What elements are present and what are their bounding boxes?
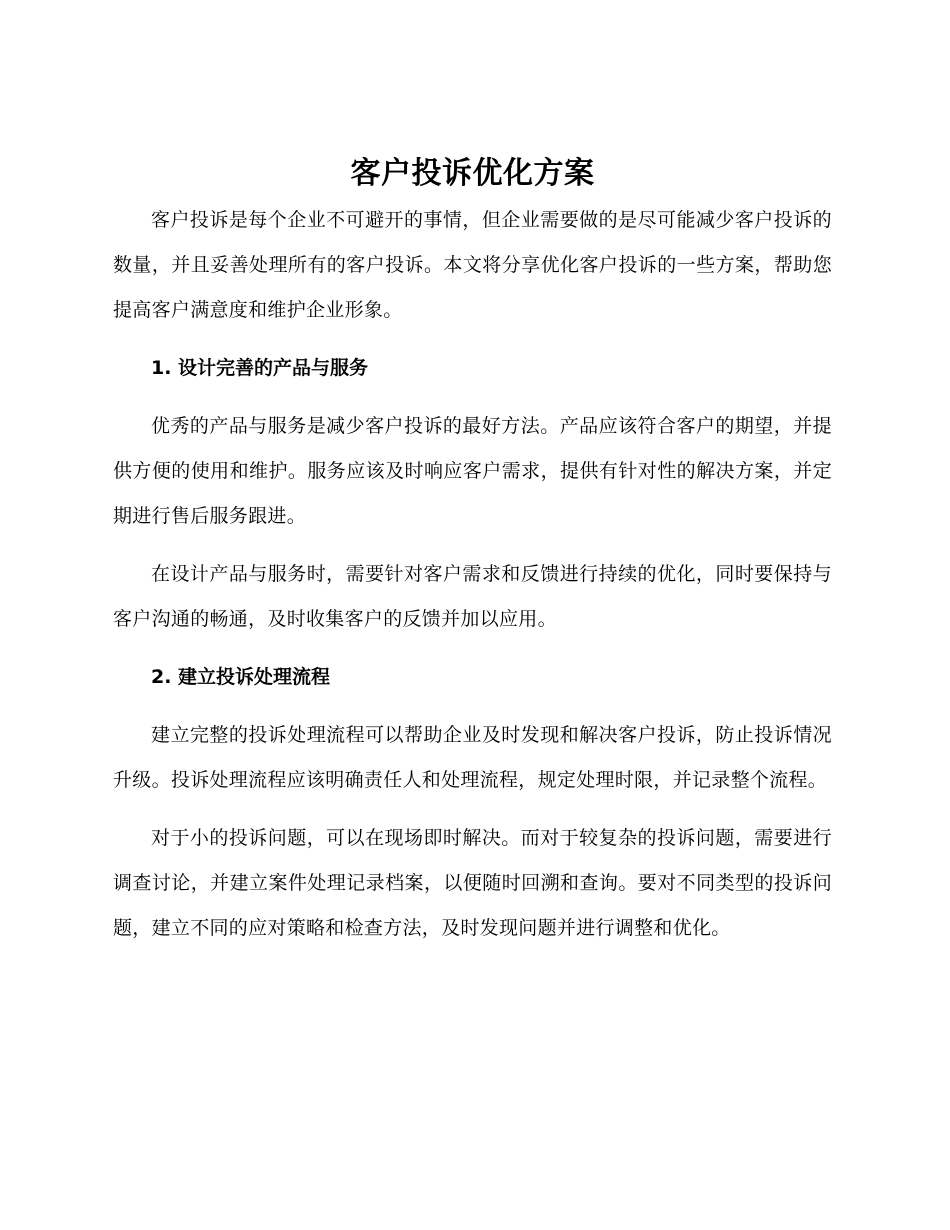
section-heading-product-service: 1. 设计完善的产品与服务 — [151, 357, 369, 379]
spacer — [113, 700, 832, 713]
spacer — [113, 539, 832, 552]
section-1-paragraph-1: 优秀的产品与服务是减少客户投诉的最好方法。产品应该符合客户的期望，并提供方便的使用和维护。服务应该及时响应客户需求，提供有针对性的解决方案，并定期进行售后服务跟进。 — [113, 415, 832, 527]
spacer — [113, 333, 832, 346]
document-title: 客户投诉优化方案 — [350, 156, 595, 191]
spacer — [113, 391, 832, 404]
intro-paragraph: 客户投诉是每个企业不可避开的事情，但企业需要做的是尽可能减少客户投诉的数量，并且妥善处理所有的客户投诉。本文将分享优化客户投诉的一些方案，帮助您提高客户满意度和维护企业形象。 — [113, 209, 832, 321]
section-1-paragraph-2: 在设计产品与服务时，需要针对客户需求和反馈进行持续的优化，同时要保持与客户沟通的畅通，及时收集客户的反馈并加以应用。 — [113, 563, 832, 630]
spacer — [113, 803, 832, 816]
section-2-paragraph-2: 对于小的投诉问题，可以在现场即时解决。而对于较复杂的投诉问题，需要进行调查讨论，并建立案件处理记录档案，以便随时回溯和查询。要对不同类型的投诉问题，建立不同的应对策略和检查方法，及时发现问题并进行调整和优化。 — [113, 827, 832, 939]
spacer — [113, 642, 832, 655]
section-heading-complaint-process: 2. 建立投诉处理流程 — [151, 666, 331, 688]
section-2-paragraph-1: 建立完整的投诉处理流程可以帮助企业及时发现和解决客户投诉，防止投诉情况升级。投诉处理流程应该明确责任人和处理流程，规定处理时限，并记录整个流程。 — [113, 724, 832, 791]
